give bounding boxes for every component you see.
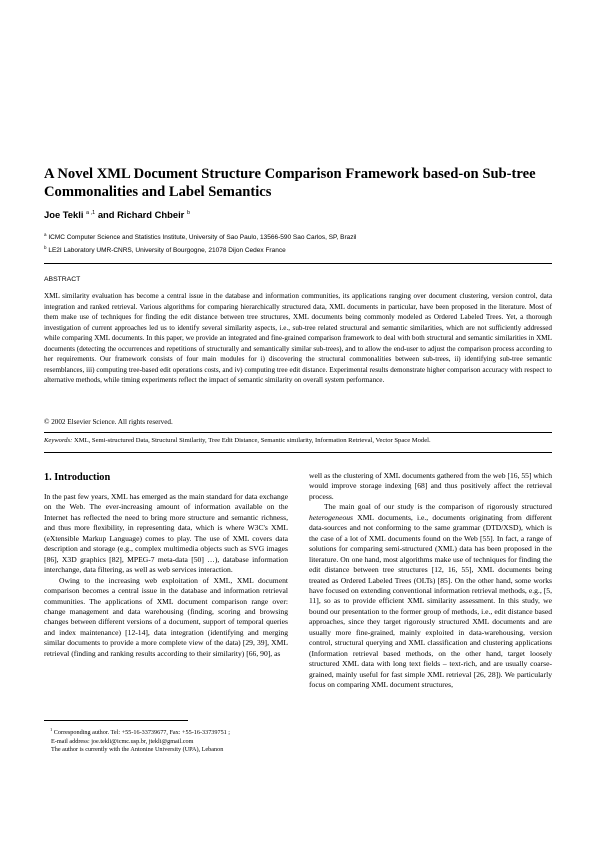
affiliation-text: ICMC Computer Science and Statistics Institute, University of Sao Paulo, 13566-590 Sao Carlos, SP, Brazil [48, 234, 357, 242]
author-name: Joe Tekli [44, 209, 84, 220]
affiliation [44, 230, 356, 243]
author-conjunction: and [97, 209, 115, 220]
author-name: Richard Chbeir [117, 209, 185, 220]
affiliation-text: LE2I Laboratory UMR-CNRS, University of Bourgogne, 21078 Dijon Cedex France [48, 246, 286, 254]
paragraph: In the past few years, XML has emerged as the main standard for data exchange on the Web. The ever-increasing amount of information available on the Internet has reflected the need to bring more structure and semantic richness, and thus more flexibility, in representing data, which is where W3C's XML (eXtensible Markup Language) comes to play. The use of XML covers data description and storage (e.g., complex multimedia objects such as SVG images [86], X3D graphics [82], MPEG-7 meta-data [50] …), database information interchange, data filtering, as well as web services interaction. [44, 492, 288, 575]
footnote-line [44, 726, 294, 738]
affiliation-mark: a [44, 232, 47, 237]
keywords-bottom-rule [44, 452, 552, 453]
author-affiliation-mark: a ,1 [86, 209, 96, 216]
footnote-rule [44, 720, 188, 721]
abstract-heading: ABSTRACT [44, 276, 81, 283]
affiliation [44, 243, 356, 256]
keywords-list: XML, Semi-structured Data, Structural Similarity, Tree Edit Distance, Semantic similarity, Information Retrieval, Vector Space Model. [72, 437, 431, 444]
paragraph-text: The main goal of our study is the comparison of rigorously structured [324, 502, 552, 512]
paper-title: A Novel XML Document Structure Comparison Framework based-on Sub-tree Commonalities and Label Semantics [44, 166, 536, 200]
paragraph-text: XML documents, i.e., documents originating from different data-sources and not conforming to the same grammar (DTD/XSD), which is the case of a lot of XML documents found on the Web [55]. In fact, a range of solutions for comparing semi-structured (XML) data has been proposed in the literature. On one hand, most algorithms make use of techniques for finding the edit distance between tree structures [12, 16, 55], XML documents being treated as Ordered Labeled Trees (OLTs) [85]. On the other hand, some works have focused on extending conventional information retrieval methods, e.g., [5, 11], so as to provide efficient XML similarity assessment. In this study, we bound our presentation to the former group of methods, i.e., edit distance based approaches, since they target rigorously structured XML documents and are usually more fine-grained, mainly exploited in data-warehousing, version control, structural querying and XML classification and clustering applications (Information retrieval based methods, on the other hand, target loosely structured XML data with long text fields – text-rich, and are usually coarse-grained, mainly useful for fast simple XML retrieval [26, 28]). We particularly focus on comparing XML document structures, [309, 512, 552, 690]
footnote-email: E-mail address: joe.tekli@icmc.usp.br, jtekli@gmail.com [51, 737, 194, 745]
keywords-label: Keywords: [44, 437, 73, 444]
affiliations [44, 230, 356, 255]
footnote-note: The author is currently with the Antonine University (UPA), Lebanon [51, 746, 224, 754]
keywords [44, 437, 552, 444]
author-affiliation-mark: b [186, 209, 190, 216]
affiliation-mark: b [44, 244, 47, 250]
section-heading: 1. Introduction [44, 472, 111, 483]
footnote-mark: 1 [50, 727, 53, 732]
left-column [44, 492, 288, 659]
abstract-text: XML similarity evaluation has become a central issue in the database and information communities, its applications ranging over document clustering, version control, data integration and ranked retrieval. Various algorithms for comparing hierarchically structured data, XML documents in particular, have been proposed in the literature. Most of them make use of techniques for finding the edit distance between tree structures, XML documents being commonly modeled as Ordered Labeled Trees. Yet, a thorough investigation of current approaches led us to identify several similarity aspects, i.e., sub-tree related structural and semantic similarities, which are not sufficiently addressed while comparing XML documents. In this paper, we provide an integrated and fine-grained comparison framework to deal with both structural and semantic similarities in XML documents (detecting the occurrences and repetitions of structurally and semantically similar sub-trees), and to allow the end-user to adjust the comparison process according to her requirements. Our framework consists of four main modules for i) discovering the structural commonalities between sub-trees, ii) identifying sub-tree semantic resemblances, iii) computing tree-based edit operations costs, and iv) computing tree edit distance. Experimental results demonstrate higher comparison accuracy with respect to alternative methods, while timing experiments reflect the impact of semantic similarity on overall system performance. [44, 292, 552, 384]
emphasized-term: heterogeneous [309, 512, 354, 522]
copyright-notice: © 2002 Elsevier Science. All rights reserved. [44, 418, 173, 426]
abstract-top-rule [44, 263, 552, 264]
keywords-top-rule [44, 432, 552, 433]
author-line [44, 209, 190, 220]
paragraph [309, 502, 552, 690]
right-column [309, 471, 552, 691]
footnote-text: Corresponding author. Tel: +55-16-33739677, Fax: +55-16-33739751 ; [52, 729, 231, 737]
paragraph: well as the clustering of XML documents gathered from the web [16, 55] which would improve storage indexing [68] and thus positively affect the retrieval process. [309, 471, 552, 501]
footnote [44, 726, 294, 755]
paragraph: Owing to the increasing web exploitation of XML, XML document comparison becomes a central issue in the database and information retrieval communities. The applications of XML document comparison range over: change management and data warehousing (finding, scoring and browsing changes between different versions of a document, support of temporal queries and index maintenance) [12-14], data integration (identifying and merging similar documents to provide a more complete view of the data) [29, 39], XML retrieval (finding and ranking results according to their similarity) [66, 90], as [44, 575, 288, 658]
